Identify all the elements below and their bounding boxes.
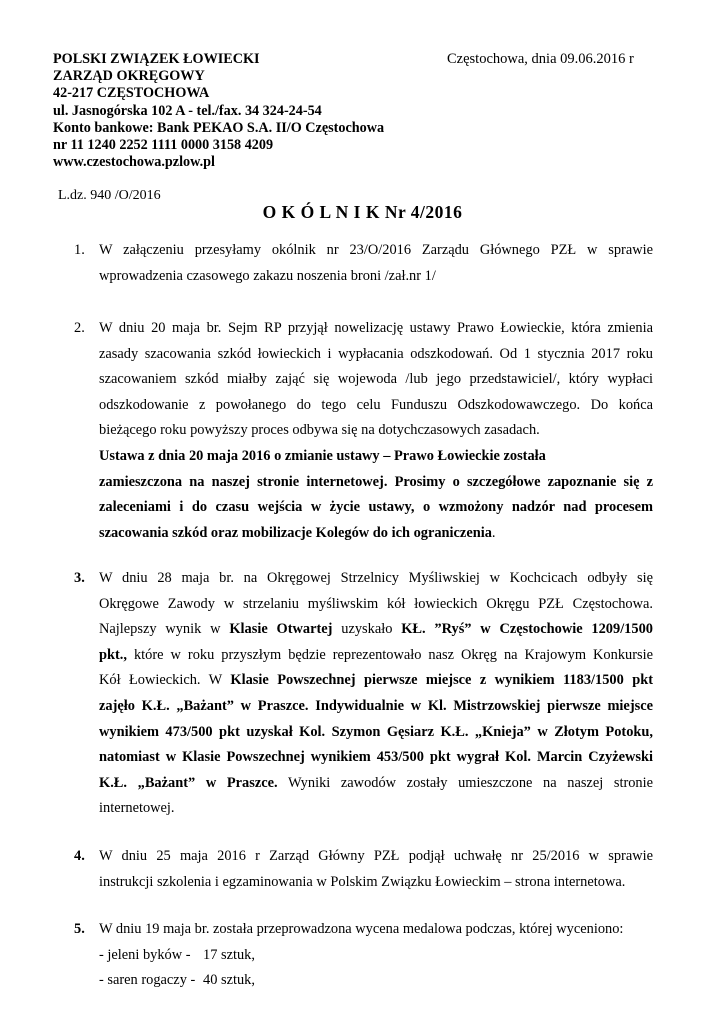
item-bold-line: zaleceniami i do czasu wejścia w życie ustawy, o wzmożony nadzór nad procesem — [99, 499, 653, 516]
reference-number: L.dz. 940 /O/2016 — [58, 188, 161, 203]
item-text-line: odszkodowanie z powołanego do tego celu Funduszu Odszkodowawczego. Do końca — [99, 396, 653, 413]
item-bold-segment: szacowania szkód oraz mobilizacje Kolegów do ich ograniczenia — [99, 524, 492, 541]
valuation-value: 40 sztuk, — [203, 972, 255, 989]
item-bold-segment: Klasie Powszechnej pierwsze miejsce z wynikiem 1183/1500 pkt — [230, 672, 654, 689]
org-address-phone: ul. Jasnogórska 102 A - tel./fax. 34 324-24-54 — [53, 102, 322, 119]
list-item-5 — [74, 917, 653, 994]
org-account-number: nr 11 1240 2252 1111 0000 3158 4209 — [53, 137, 274, 154]
org-postal-city: 42-217 CZĘSTOCHOWA — [53, 85, 210, 102]
item-text-line — [99, 521, 653, 547]
list-item-4 — [74, 844, 653, 895]
document-title: O K Ó L N I K Nr 4/2016 — [262, 202, 463, 222]
item-text-line: W dniu 19 maja br. została przeprowadzona wycena medalowa podczas, której wyceniono: — [99, 921, 624, 937]
item-bold-line: zamieszczona na naszej stronie internetowej. Prosimy o szczegółowe zapoznanie się z — [99, 473, 653, 490]
org-bank: Konto bankowe: Bank PEKAO S.A. II/O Częstochowa — [53, 119, 385, 136]
item-text-line — [99, 643, 653, 669]
item-text-line: wprowadzenia czasowego zakazu noszenia broni /zał.nr 1/ — [99, 267, 436, 284]
item-number: 1. — [74, 242, 85, 258]
item-number: 5. — [74, 921, 85, 937]
item-bold-line: zajęło K.Ł. „Bażant” w Praszce. Indywidualnie w Kl. Mistrzowskiej pierwsze miejsce — [99, 697, 653, 714]
item-text-line: instrukcji szkolenia i egzaminowania w Polskim Związku Łowieckim – strona internetowa. — [99, 873, 626, 890]
valuation-row — [99, 968, 653, 994]
item-bold-segment: Klasie Otwartej — [229, 621, 333, 638]
item-text-line: W dniu 28 maja br. na Okręgowej Strzelnicy Myśliwskiej w Kochcicach odbyły się — [99, 570, 653, 586]
item-text-segment: uzyskało — [341, 621, 402, 638]
list-item-3 — [74, 566, 654, 822]
org-name: POLSKI ZWIĄZEK ŁOWIECKI — [53, 51, 260, 67]
item-bold-line: Ustawa z dnia 20 maja 2016 o zmianie ustawy – Prawo Łowieckie została — [99, 447, 546, 464]
item-text-line — [99, 668, 653, 694]
item-number: 3. — [74, 570, 85, 586]
valuation-row — [99, 943, 653, 969]
item-text-line: bieżącego roku powyższy proces odbywa się na dotychczasowych zasadach. — [99, 422, 540, 439]
item-text-segment: Kół Łowieckich. W — [99, 672, 231, 689]
item-text-line: Okręgowe Zawody w strzelaniu myśliwskim kół łowieckich Okręgu PZŁ Częstochowa. — [99, 595, 653, 612]
item-text-segment: które w roku przyszłym będzie reprezentowało nasz Okręg na Krajowym Konkursie — [127, 646, 653, 663]
organization-header — [53, 51, 653, 171]
item-number: 2. — [74, 320, 85, 336]
valuation-value: 17 sztuk, — [203, 946, 255, 963]
item-text-line: W dniu 25 maja 2016 r Zarząd Główny PZŁ podjął uchwałę nr 25/2016 w sprawie — [99, 848, 653, 864]
item-bold-line: natomiast w Klasie Powszechnej wynikiem 453/500 pkt wygrał Kol. Marcin Czyżewski — [99, 749, 653, 766]
valuation-label: - jeleni byków - — [99, 946, 191, 963]
item-text-line: szacowaniem szkód miałby zająć się wojewoda /lub jego przedstawiciel/, który wypłaci — [99, 371, 653, 388]
list-item-2 — [74, 316, 653, 546]
org-website: www.czestochowa.pzlow.pl — [53, 154, 215, 171]
item-bold-segment: KŁ. ”Ryś” w Częstochowie 1209/1500 — [401, 621, 653, 638]
document-date: Częstochowa, dnia 09.06.2016 r — [447, 51, 634, 67]
item-text-segment: . — [491, 524, 496, 541]
item-text-line: W załączeniu przesyłamy okólnik nr 23/O/2016 Zarządu Głównego PZŁ w sprawie — [99, 242, 653, 258]
item-text-line: internetowej. — [99, 800, 175, 817]
item-text-line: zasady szacowania szkód łowieckich i wypłacania odszkodowań. Od 1 stycznia 2017 roku — [99, 345, 653, 362]
item-text-segment: Najlepszy wynik w — [99, 621, 230, 638]
item-text-segment: Wyniki zawodów zostały umieszczone na naszej stronie — [277, 774, 654, 791]
org-board: ZARZĄD OKRĘGOWY — [53, 68, 205, 85]
item-bold-segment: pkt., — [99, 646, 127, 663]
item-text-line — [99, 771, 653, 797]
item-number: 4. — [74, 848, 85, 864]
item-text-line: W dniu 20 maja br. Sejm RP przyjął nowelizację ustawy Prawo Łowieckie, która zmienia — [99, 320, 653, 336]
valuation-label: - saren rogaczy - — [99, 972, 196, 989]
item-bold-line: wynikiem 473/500 pkt uzyskał Kol. Szymon Gęsiarz K.Ł. „Knieja” w Złotym Potoku, — [99, 723, 653, 740]
item-text-line — [99, 617, 653, 643]
item-bold-segment: K.Ł. „Bażant” w Praszce. — [99, 774, 278, 791]
list-item-1 — [74, 238, 653, 289]
